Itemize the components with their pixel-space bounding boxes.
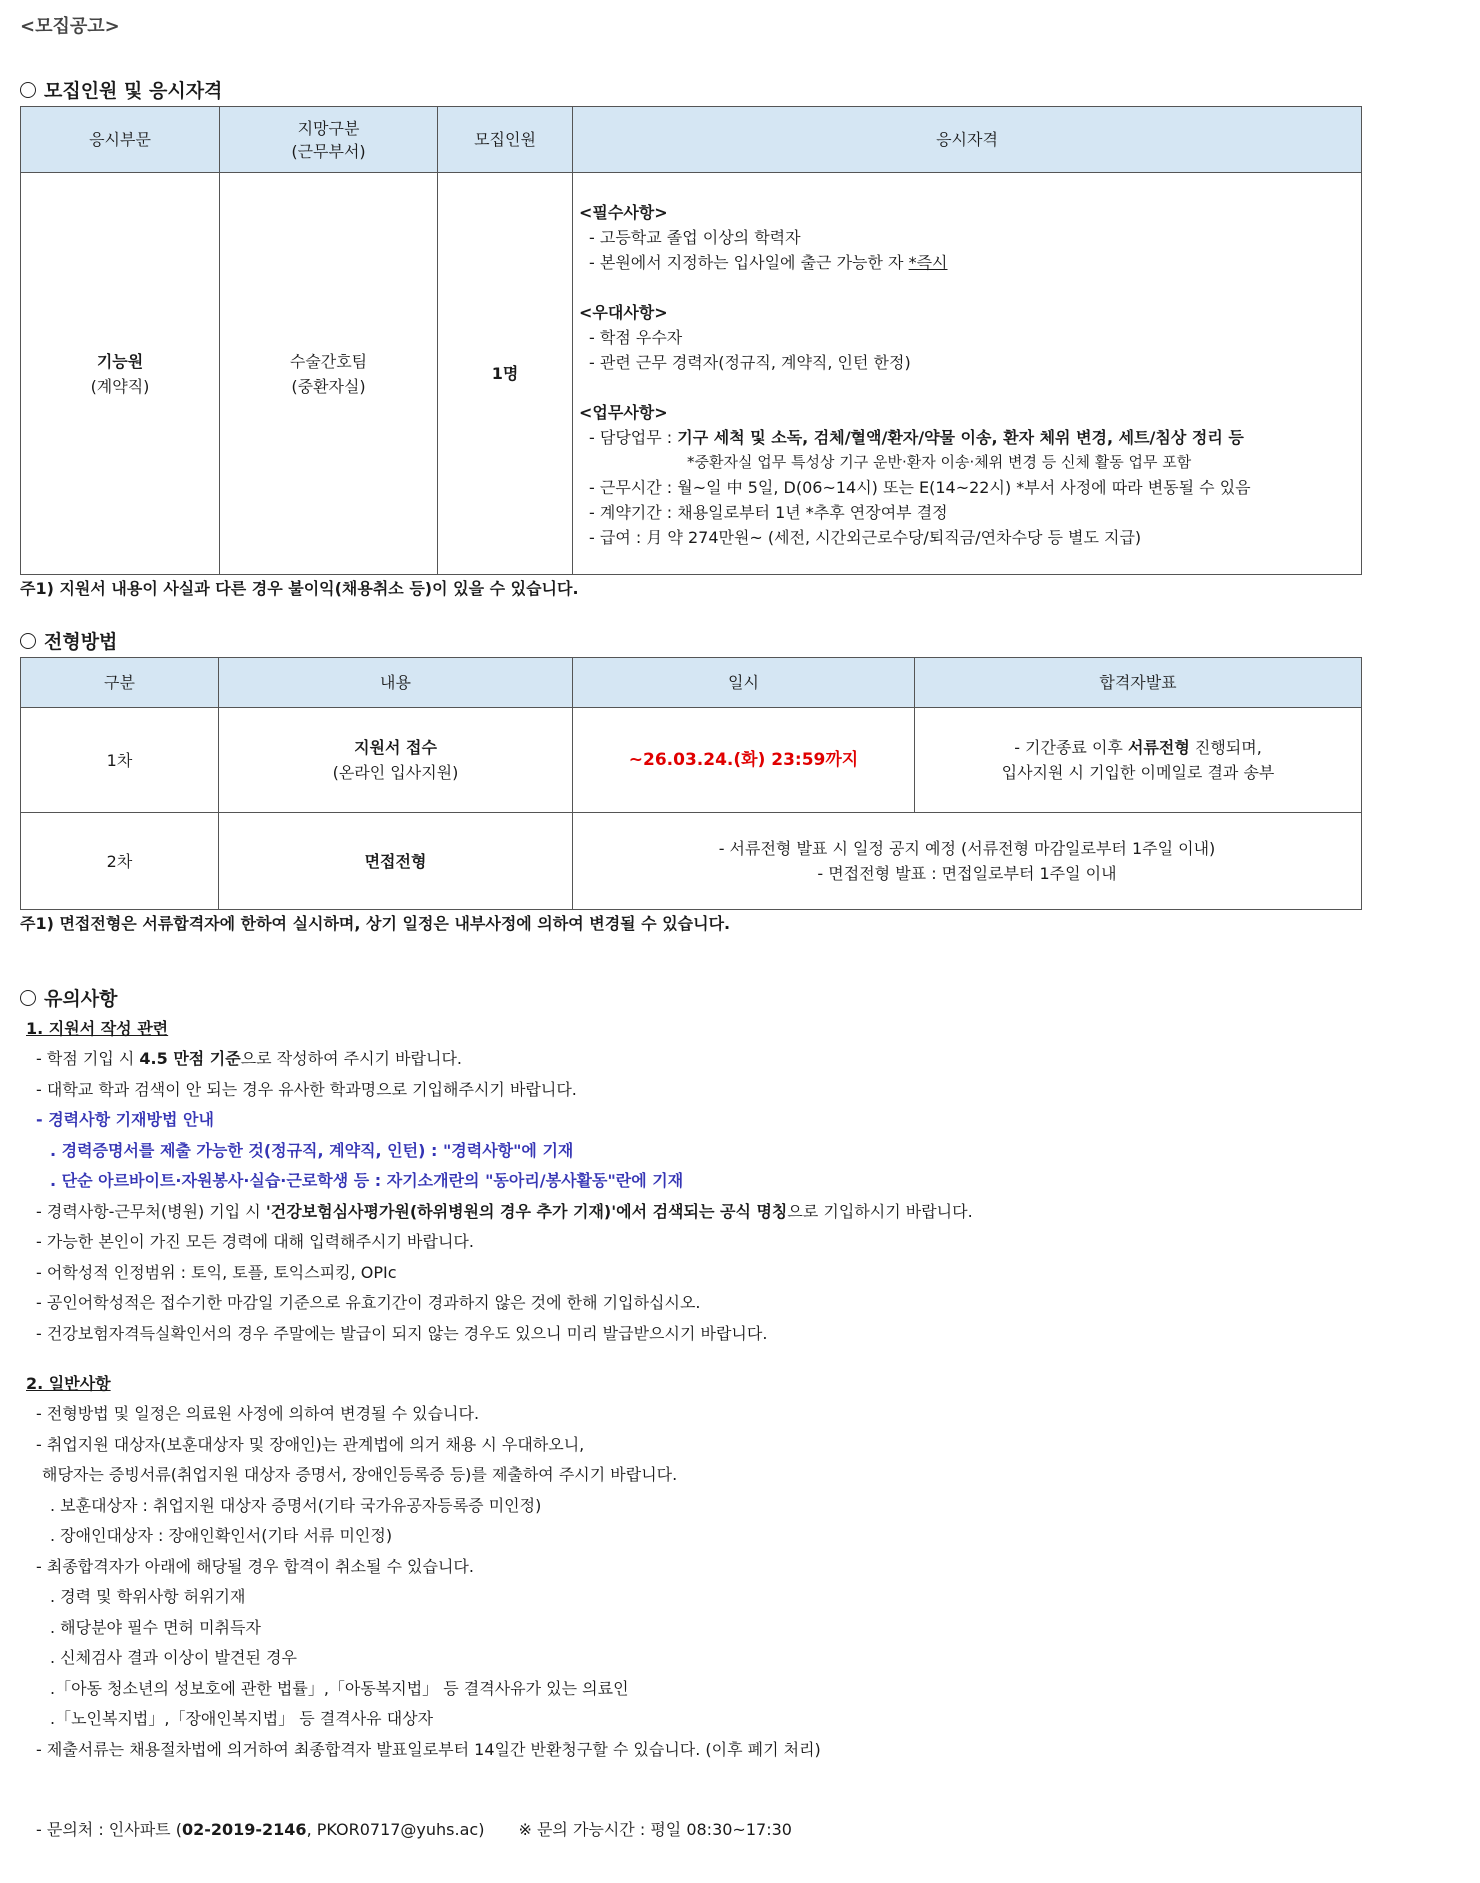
- table-header-row: [21, 658, 1362, 708]
- subsection-title: 1. 지원서 작성 관련: [26, 1019, 169, 1038]
- qualification-cell: [573, 173, 1362, 575]
- list-item: - 고등학교 졸업 이상의 학력자: [589, 227, 801, 247]
- duty-detail: 기구 세척 및 소독, 검체/혈액/환자/약물 이송, 환자 체위 변경, 세트/침상 정리 등: [677, 427, 1244, 447]
- notice-subline-highlight: . 경력증명서를 제출 가능한 것(정규직, 계약직, 인턴) : "경력사항"에 기재: [50, 1140, 574, 1160]
- phone-number: 02-2019-2146: [181, 1820, 307, 1839]
- list-item: - 근무시간 : 월~일 中 5일, D(06~14시) 또는 E(14~22시) *부서 사정에 따라 변동될 수 있음: [589, 477, 1251, 497]
- notice-line-highlight: - 경력사항 기재방법 안내: [36, 1110, 214, 1129]
- date-cell: [573, 708, 915, 813]
- text-bold: 서류전형: [1127, 738, 1190, 757]
- section-heading-selection: [20, 627, 1360, 657]
- list-item: - 급여 : 月 약 274만원~ (세전, 시간외근로수당/퇴직금/연차수당 등 별도 지급): [589, 527, 1142, 547]
- notice-line: [20, 1044, 1360, 1075]
- section-title: 유의사항: [44, 988, 118, 1010]
- document-title: <모집공고>: [20, 16, 120, 37]
- header-cell: 합격자발표: [915, 658, 1362, 708]
- list-item: [579, 250, 1361, 275]
- notice-subline: . 경력 및 학위사항 허위기재: [50, 1587, 246, 1606]
- notice-line: - 대학교 학과 검색이 안 되는 경우 유사한 학과명으로 기입해주시기 바랍니다.: [36, 1079, 577, 1099]
- header-line: (근무부서): [291, 141, 366, 161]
- team-unit: (중환자실): [291, 376, 366, 396]
- header-cell: 모집인원: [438, 107, 573, 173]
- header-cell: 응시자격: [573, 107, 1362, 173]
- content-cell: [219, 708, 573, 813]
- text: - 학점 기입 시: [36, 1049, 140, 1068]
- recruitment-table: [20, 106, 1362, 575]
- team-name: 수술간호팀: [289, 351, 368, 371]
- section-title: 전형방법: [44, 631, 118, 653]
- text: 으로 기입하시기 바랍니다.: [787, 1201, 973, 1221]
- content-sub: (온라인 입사지원): [332, 763, 459, 782]
- list-item: - 관련 근무 경력자(정규직, 계약직, 인턴 한정): [589, 352, 911, 372]
- list-item: [579, 425, 1361, 450]
- section-title: 모집인원 및 응시자격: [44, 80, 223, 102]
- required-heading: <필수사항>: [579, 202, 668, 222]
- notice-line: - 전형방법 및 일정은 의료원 사정에 의하여 변경될 수 있습니다.: [36, 1404, 480, 1423]
- list-text: - 본원에서 지정하는 입사일에 출근 가능한 자: [589, 252, 909, 272]
- notice-line: - 공인어학성적은 접수기한 마감일 기준으로 유효기간이 경과하지 않은 것에 한해 기입하십시오.: [36, 1293, 701, 1312]
- contact-hours: ※ 문의 가능시간 : 평일 08:30~17:30: [518, 1820, 792, 1839]
- stage-cell: 2차: [21, 813, 219, 910]
- text: - 문의처 : 인사파트 (: [36, 1820, 182, 1839]
- text: - 기간종료 이후: [1014, 738, 1128, 757]
- table-note: 주1) 면접전형은 서류합격자에 한하여 실시하며, 상기 일정은 내부사정에 의하여 변경될 수 있습니다.: [20, 914, 731, 933]
- notice-subline: .「아동 청소년의 성보호에 관한 법률」,「아동복지법」 등 결격사유가 있는 의료인: [50, 1678, 629, 1698]
- recruitment-notice: [20, 12, 1360, 1846]
- subsection-title: 2. 일반사항: [26, 1374, 111, 1393]
- table-header-row: [21, 107, 1362, 173]
- header-cell: 내용: [219, 658, 573, 708]
- table-note: 주1) 지원서 내용이 사실과 다른 경우 불이익(채용취소 등)이 있을 수 있습니다.: [20, 579, 579, 598]
- preferred-heading: <우대사항>: [579, 302, 668, 322]
- announcement-cell: [915, 708, 1362, 813]
- section-heading-notes: [20, 984, 1360, 1014]
- text: - 경력사항-근무처(병원) 기입 시: [36, 1201, 266, 1221]
- announcement-cell: [573, 813, 1362, 910]
- immediate-note: *즉시: [908, 252, 948, 272]
- notice-line: - 건강보험자격득실확인서의 경우 주말에는 발급이 되지 않는 경우도 있으니 미리 발급받으시기 바랍니다.: [36, 1323, 768, 1343]
- list-item: - 학점 우수자: [589, 327, 683, 347]
- announcement-line: [916, 735, 1360, 760]
- stage-cell: 1차: [21, 708, 219, 813]
- notice-subline: . 보훈대상자 : 취업지원 대상자 증명서(기타 국가유공자등록증 미인정): [50, 1495, 542, 1515]
- list-item: - 계약기간 : 채용일로부터 1년 *추후 연장여부 결정: [589, 502, 948, 522]
- email-text: , PKOR0717@yuhs.ac): [306, 1820, 485, 1839]
- table-row: [21, 173, 1362, 575]
- notice-line: - 제출서류는 채용절차법에 의거하여 최종합격자 발표일로부터 14일간 반환청구할 수 있습니다. (이후 폐기 처리): [36, 1739, 821, 1759]
- header-line: 지망구분: [297, 118, 360, 138]
- content-cell: 면접전형: [219, 813, 573, 910]
- table-row: [21, 813, 1362, 910]
- list-label: - 담당업무 :: [589, 427, 678, 447]
- text-bold: '건강보험심사평가원(하위병원의 경우 추가 기재)'에서 검색되는 공식 명칭: [265, 1201, 788, 1221]
- header-cell: 일시: [573, 658, 915, 708]
- notice-subline: . 장애인대상자 : 장애인확인서(기타 서류 미인정): [50, 1526, 393, 1545]
- dept-name: 기능원: [96, 351, 144, 371]
- header-cell: 구분: [21, 658, 219, 708]
- deadline: ~26.03.24.(화) 23:59까지: [628, 750, 859, 770]
- notice-line-continued: 해당자는 증빙서류(취업지원 대상자 증명서, 장애인등록증 등)를 제출하여 주시기 바랍니다.: [42, 1465, 678, 1484]
- header-cell: [220, 107, 438, 173]
- text: 으로 작성하여 주시기 바랍니다.: [240, 1049, 462, 1068]
- announcement-line: - 면접전형 발표 : 면접일로부터 1주일 이내: [817, 864, 1117, 883]
- dept-cell: [21, 173, 220, 575]
- duty-note: *중환자실 업무 특성상 기구 운반·환자 이송·체위 변경 등 신체 활동 업무 포함: [687, 452, 1192, 471]
- notice-line: - 취업지원 대상자(보훈대상자 및 장애인)는 관계법에 의거 채용 시 우대하오니,: [36, 1434, 585, 1454]
- announcement-line: 입사지원 시 기입한 이메일로 결과 송부: [1001, 763, 1275, 782]
- circle-bullet-icon: [20, 990, 36, 1006]
- notice-subline: .「노인복지법」,「장애인복지법」 등 결격사유 대상자: [50, 1709, 434, 1728]
- duty-heading: <업무사항>: [579, 402, 668, 422]
- header-cell: 응시부문: [21, 107, 220, 173]
- circle-bullet-icon: [20, 82, 36, 98]
- notice-line: [20, 1197, 1360, 1228]
- table-row: [21, 708, 1362, 813]
- notice-line: - 가능한 본인이 가진 모든 경력에 대해 입력해주시기 바랍니다.: [36, 1232, 474, 1251]
- notice-subline: . 해당분야 필수 면허 미취득자: [50, 1617, 261, 1637]
- notice-subline: . 신체검사 결과 이상이 발견된 경우: [50, 1648, 297, 1667]
- section-heading-recruitment: [20, 76, 1360, 106]
- team-cell: [220, 173, 438, 575]
- notice-line: - 어학성적 인정범위 : 토익, 토플, 토익스피킹, OPIc: [36, 1262, 397, 1282]
- text-bold: 4.5 만점 기준: [139, 1049, 241, 1068]
- count-cell: 1명: [438, 173, 573, 575]
- dept-type: (계약직): [90, 376, 150, 396]
- circle-bullet-icon: [20, 633, 36, 649]
- selection-table: [20, 657, 1362, 910]
- text: 진행되며,: [1189, 738, 1262, 757]
- notice-line: - 최종합격자가 아래에 해당될 경우 합격이 취소될 수 있습니다.: [36, 1556, 474, 1576]
- notice-subline-highlight: . 단순 아르바이트·자원봉사·실습·근로학생 등 : 자기소개란의 "동아리/봉사활동"란에 기재: [50, 1171, 684, 1190]
- announcement-line: - 서류전형 발표 시 일정 공지 예정 (서류전형 마감일로부터 1주일 이내): [718, 839, 1216, 858]
- contact-line: [20, 1815, 1360, 1846]
- content-main: 지원서 접수: [354, 738, 437, 757]
